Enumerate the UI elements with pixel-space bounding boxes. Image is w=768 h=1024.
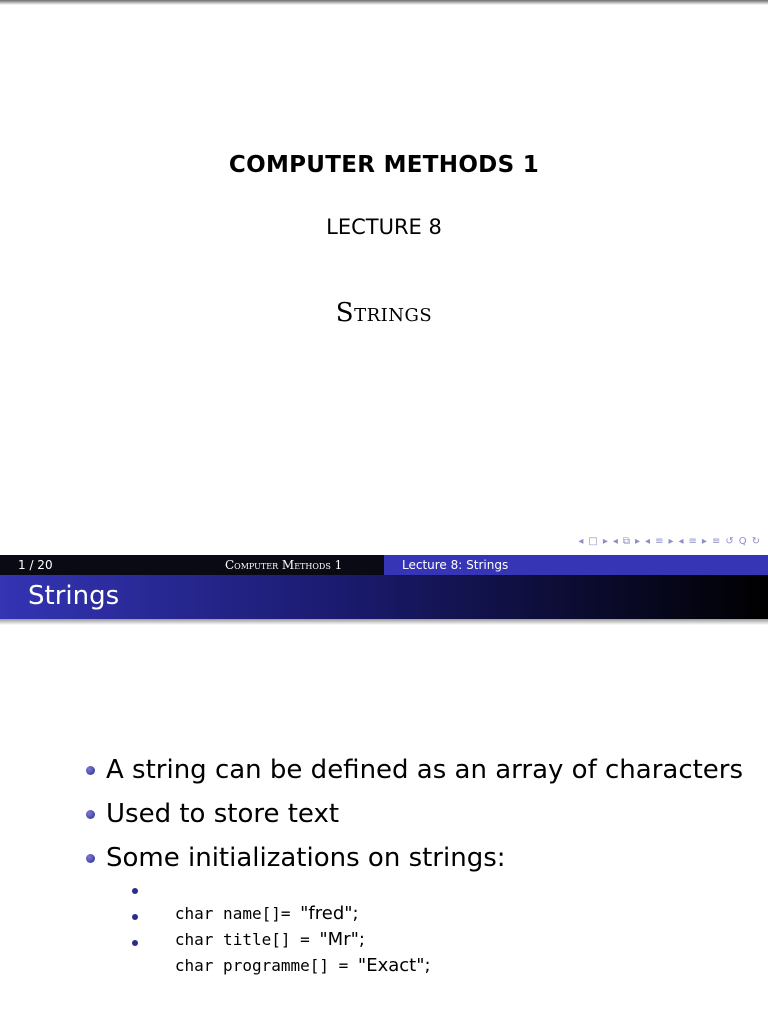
code-list-item: [132, 904, 431, 950]
beamer-navigation-bar[interactable]: [578, 536, 760, 547]
page-number: 1 / 20: [18, 558, 53, 572]
nav-next-icon[interactable]: ▸: [602, 536, 608, 547]
code-list-item: [132, 878, 431, 924]
sub-bullet-icon: [132, 940, 138, 946]
footline-right: [384, 555, 768, 575]
lecture-topic: Strings: [335, 298, 433, 328]
bullet-text: Used to store text: [106, 799, 340, 829]
nav-search-icon[interactable]: Q: [738, 536, 747, 547]
footline: [0, 555, 768, 575]
footline-section: Lecture 8: Strings: [402, 558, 509, 572]
nav-back-icon[interactable]: ↺: [725, 536, 734, 547]
code-list-item: [132, 930, 431, 976]
nav-next-icon[interactable]: ▸: [635, 536, 641, 547]
list-item: [80, 794, 743, 838]
frame-title: Strings: [28, 581, 120, 611]
nav-prev-icon[interactable]: ◂: [578, 536, 584, 547]
nav-prev-icon[interactable]: ◂: [645, 536, 651, 547]
nav-document-icon[interactable]: ≡: [711, 536, 721, 547]
lecture-label: LECTURE 8: [326, 215, 442, 239]
nav-frame-icon[interactable]: □: [588, 536, 598, 547]
nav-next-icon[interactable]: ▸: [668, 536, 674, 547]
footline-course: Computer Methods 1: [225, 558, 343, 572]
nav-prev-icon[interactable]: ◂: [612, 536, 618, 547]
bullet-text: Some initializations on strings:: [106, 843, 506, 873]
bullet-icon: [86, 766, 95, 775]
code-declaration: char title[] =: [174, 930, 320, 949]
string-literal: "fred";: [300, 903, 359, 924]
nav-section-icon[interactable]: ≡: [655, 536, 664, 547]
code-declaration: char name[]=: [174, 904, 301, 923]
sub-bullet-icon: [132, 888, 138, 894]
string-literal: "Mr";: [319, 929, 365, 950]
list-item: [80, 750, 743, 794]
list-item: [80, 838, 743, 882]
top-shadow: [0, 0, 768, 5]
bullet-text: A string can be defined as an array of characters: [106, 755, 744, 785]
bullet-list: [80, 750, 743, 882]
code-declaration: char programme[] =: [174, 956, 358, 975]
nav-section-icon[interactable]: ≡: [688, 536, 697, 547]
frame-title-shadow: [0, 619, 768, 625]
nav-next-icon[interactable]: ▸: [701, 536, 707, 547]
sub-bullet-list: [132, 878, 431, 976]
bullet-icon: [86, 810, 95, 819]
nav-prev-icon[interactable]: ◂: [678, 536, 684, 547]
frame-title-bar: [0, 575, 768, 619]
sub-bullet-icon: [132, 914, 138, 920]
bullet-icon: [86, 854, 95, 863]
footline-left: [0, 555, 384, 575]
nav-forward-icon[interactable]: ↻: [751, 536, 760, 547]
nav-subsection-icon[interactable]: ⧉: [622, 536, 631, 547]
course-title: COMPUTER METHODS 1: [228, 152, 540, 178]
string-literal: "Exact";: [357, 955, 431, 976]
